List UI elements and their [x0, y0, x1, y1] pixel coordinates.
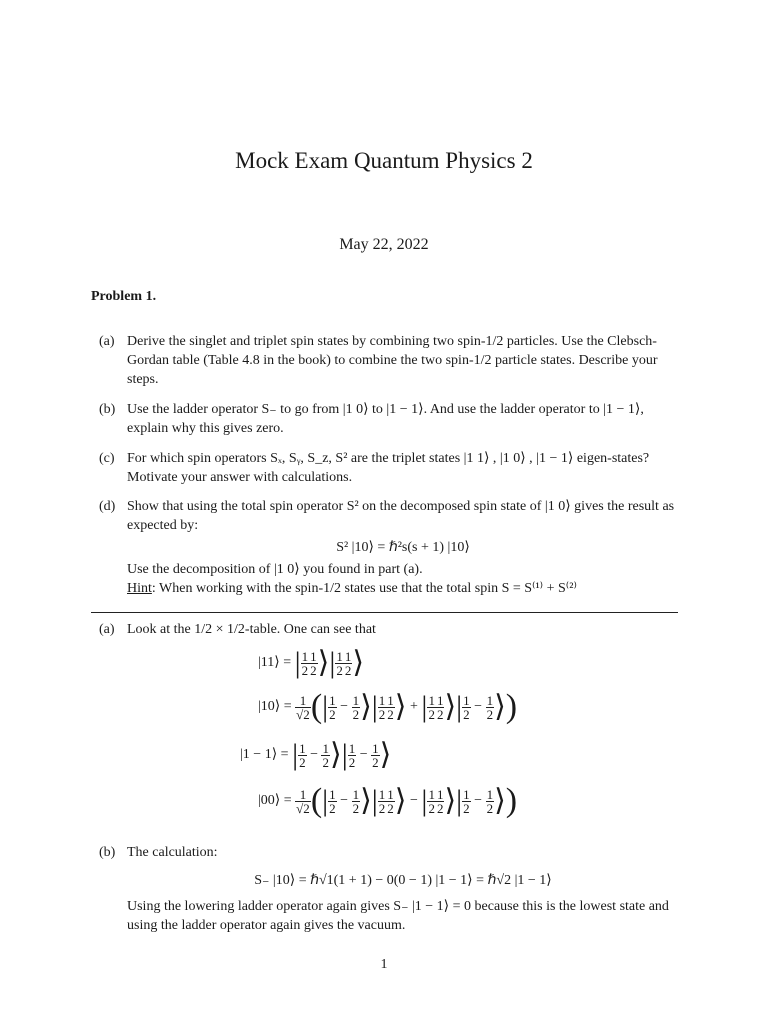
answer-label: (a)	[99, 622, 115, 637]
question-text: Derive the singlet and triplet spin states by combining two spin-1/2 particles. Use the Clebsch-Gordan table (Table 4.8 in the book) to combine the two spin-1/2 particle states. Describe your steps.	[127, 334, 658, 387]
page-title: Mock Exam Quantum Physics 2	[235, 148, 533, 173]
exam-date: May 22, 2022	[339, 236, 429, 253]
equation-triplet-up: |11⟩ = | $\frac{1}{2}$ $\frac{1}{2}$ ⟩| $\frac{1}{2}$ $\frac{1}{2}$ ⟩	[258, 646, 365, 679]
expected-equation: S² |10⟩ = ℏ²s(s + 1) |10⟩	[336, 540, 470, 555]
page-number: 1	[380, 957, 388, 972]
problem-heading: Problem 1.	[91, 289, 157, 304]
question-a	[99, 332, 679, 389]
question-label: (b)	[99, 402, 116, 417]
ladder-equation: S₋ |10⟩ = ℏ√1(1 + 1) − 0(0 − 1) |1 − 1⟩ = ℏ√2 |1 − 1⟩	[254, 873, 552, 888]
answer-label: (b)	[99, 845, 116, 860]
hint-label: Hint	[127, 581, 152, 596]
equation-lhs: |00⟩ =	[258, 793, 292, 809]
equation-lhs: |11⟩ =	[258, 655, 292, 671]
question-text: Show that using the total spin operator S² on the decomposed spin state of |1 0⟩ gives the result as expected by:	[127, 499, 675, 533]
question-b	[99, 400, 679, 438]
question-text: Use the ladder operator S₋ to go from |1 0⟩ to |1 − 1⟩. And use the ladder operator to |1 − 1⟩, explain why this gives zero.	[127, 402, 644, 436]
equation-singlet: |00⟩ = $\frac{1}{√2}$ (| $\frac{1}{2}$ − $\frac{1}{2}$ ⟩| $\frac{1}{2}$ $\frac{1}{2}$ ⟩ − | $\frac{1}{2}$ $\frac{1}{2}$ ⟩| $\frac{1}{2}$ − $\frac{1}{2}$ ⟩)	[258, 782, 518, 819]
answer-b	[99, 843, 679, 935]
question-label: (c)	[99, 451, 115, 466]
question-label: (d)	[99, 499, 116, 514]
answer-outro: Using the lowering ladder operator again gives S₋ |1 − 1⟩ = 0 because this is the lowest state and using the ladder operator again gives the vacuum.	[127, 899, 669, 933]
question-c	[99, 449, 679, 487]
section-divider	[91, 612, 678, 613]
question-d	[99, 497, 679, 598]
equation-lhs: |1 − 1⟩ =	[240, 747, 289, 763]
answer-intro: The calculation:	[127, 845, 218, 860]
equation-triplet-down: |1 − 1⟩ = | $\frac{1}{2}$ − $\frac{1}{2}$ ⟩| $\frac{1}{2}$ − $\frac{1}{2}$ ⟩	[240, 738, 392, 771]
question-text: For which spin operators Sₓ, Sᵧ, S_z, S² are the triplet states |1 1⟩ , |1 0⟩ , |1 − 1⟩ eigen-states? Motivate your answer with calculations.	[127, 451, 650, 485]
answer-intro: Look at the 1/2 × 1/2-table. One can see that	[127, 622, 376, 637]
equation-lhs: |10⟩ =	[258, 699, 292, 715]
answer-a	[99, 620, 679, 639]
question-after-text: Use the decomposition of |1 0⟩ you found in part (a).	[127, 562, 423, 577]
question-label: (a)	[99, 334, 115, 349]
equation-triplet-zero: |10⟩ = $\frac{1}{√2}$ (| $\frac{1}{2}$ − $\frac{1}{2}$ ⟩| $\frac{1}{2}$ $\frac{1}{2}$ ⟩ + | $\frac{1}{2}$ $\frac{1}{2}$ ⟩| $\frac{1}{2}$ − $\frac{1}{2}$ ⟩)	[258, 688, 518, 725]
hint-text: : When working with the spin-1/2 states use that the total spin S = S⁽¹⁾ + S⁽²⁾	[151, 581, 577, 596]
